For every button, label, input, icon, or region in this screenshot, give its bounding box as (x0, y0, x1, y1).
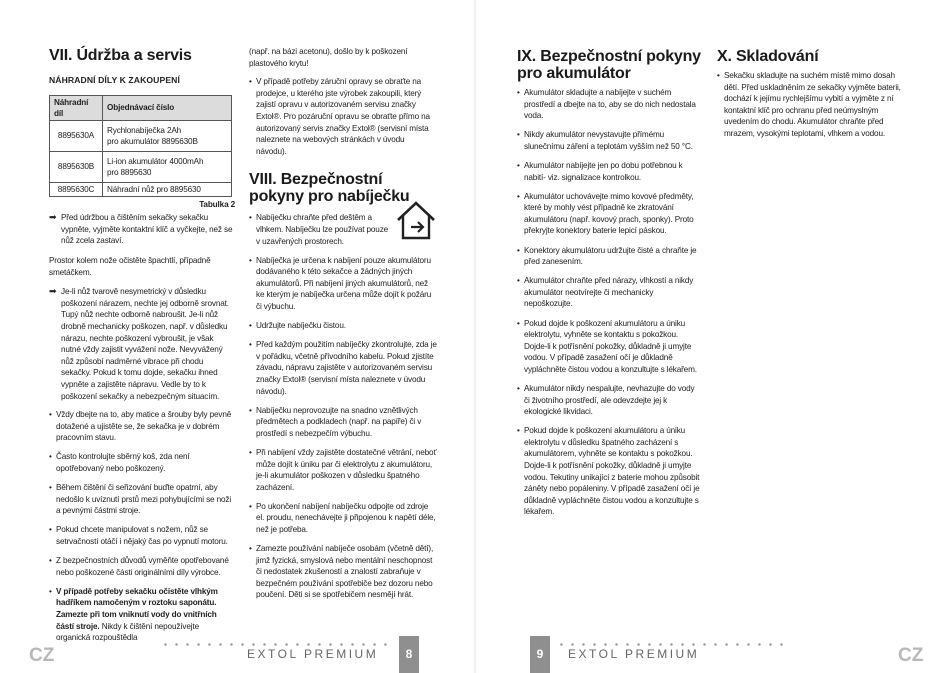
table-cell-part: 8895630A (50, 120, 103, 151)
note-item (49, 286, 235, 402)
page-number-left: 8 (399, 636, 419, 673)
table-header: Náhradní díl (50, 95, 103, 120)
arrow-right-icon: ➡ (49, 212, 57, 223)
service-list (249, 76, 437, 157)
list-item: • Z bezpečnostních důvodů vyměňte opotřebované nebo poškozené části originálními díly výrobce. (49, 555, 235, 578)
note-text: Je-li nůž tvarově nesymetrický v důsledku poškození nárazem, nechte jej odborně srovnat. Tupý nůž nechte odborně nabroušit. Je-li nůž drobně mechanicky poškozen, např. v důsledku nárazu, nechte poškození vybroušit, je však nutné vždy zajistit vyvážení nože. Nevyvážený nůž způsobí nadměrné vibrace při chodu sekačky. Pokud k tomu dojde, sekačku ihned vypněte a zajistěte nápravu. Vedle by to k poškození sekačky a nebezpečným situacím. (61, 287, 229, 401)
language-code-left: CZ (29, 645, 55, 666)
list-item: • Akumulátor skladujte a nabíjejte v suchém prostředí a dbejte na to, aby se do nich nedostala voda. (517, 87, 702, 122)
arrow-right-icon: ➡ (49, 286, 57, 297)
section-title-charger: VIII. Bezpečnostní pokyny pro nabíječku (249, 171, 410, 206)
brand-logo-left: EXTOL PREMIUM (247, 647, 379, 661)
table-cell-part: 8895630C (50, 182, 103, 196)
list-item: • Udržujte nabíječku čistou. (249, 320, 437, 332)
list-item: • Během čištění či seřizování buďte opatrní, aby nedošlo k uvíznutí prstů mezi pohybujícími se noži a pevnými částmi stroje. (49, 482, 235, 517)
table-cell-order: Li-ion akumulátor 4000mAh pro 8895630 (103, 151, 232, 182)
indoor-use-icon (395, 200, 437, 242)
table-cell-part: 8895630B (50, 151, 103, 182)
bold-text: V případě potřeby sekačku očistěte vlhkým hadříkem namočeným v roztoku saponátu. Zamezte při tom vniknutí vody do vnitřních částí stroje. (56, 586, 218, 631)
section-title-battery: IX. Bezpečnostní pokyny pro akumulátor (517, 48, 701, 82)
footer-dots-left (160, 643, 392, 646)
storage-list (717, 70, 902, 140)
list-item: • Akumulátor nabíjejte jen po dobu potřebnou k nabití- viz. signalizace kontrolkou. (517, 160, 702, 183)
list-item (49, 586, 235, 644)
list-item: • Po ukončení nabíjení nabíječku odpojte od zdroje el. proudu, nenechávejte ji připojenou k napětí déle, než je potřeba. (249, 501, 437, 536)
list-item: • V případě potřeby záruční opravy se obraťte na prodejce, u kterého jste výrobek zakoupili, který zajistí opravu v autorizovaném servisu značky Extol®. Pro pozáruční opravu se obraťte přímo na autorizovaný servis značky Extol® (servisní místa naleznete na webových stránkách v úvodu návodu). (249, 76, 437, 157)
table-cell-order: Náhradní nůž pro 8895630 (103, 182, 232, 196)
column-charger (249, 0, 437, 609)
table-header-row (50, 95, 232, 120)
column-battery (517, 0, 702, 526)
page-number-right: 9 (530, 636, 550, 673)
table-row (50, 120, 232, 151)
maintenance-list (49, 409, 235, 644)
section-title-storage: X. Skladování (717, 48, 819, 65)
list-item: • Nikdy akumulátor nevystavujte přímému slunečnímu záření a teplotám vyšším než 50 °C. (517, 129, 702, 152)
list-item: • Pokud dojde k poškození akumulátoru a úniku elektrolytu v důsledku špatného zacházení s akumulátorem, vyhněte se kontaktu s pokožkou. Dojde-li k potřísnění pokožky, důkladně ji umyjte vodou. Tekutiny unikající z baterie mohou způsobit záněty nebo popáleniny. V případě zasažení očí je důkladně vypláchněte čistou vodou a konzultujte s lékařem. (517, 425, 702, 518)
list-text: Nikdy k čištění nepoužívejte organická rozpouštědla (56, 621, 199, 643)
table-row (50, 182, 232, 196)
note-item (49, 212, 235, 247)
column-storage (717, 0, 902, 147)
list-item: • Akumulátor chraňte před nárazy, vlhkostí a nikdy akumulátor neotvírejte či mechanicky nepoškozujte. (517, 275, 702, 310)
list-item: • Sekačku skladujte na suchém místě mimo dosah dětí. Před uskladněním ze sekačky vyjměte baterii, dochází k jejímu rychlejšímu vybití a vyjměte z ní kontaktní klíč pro ochranu před neúmyslným uvedením do chodu. Akumulátor chraňte před mrazem, vysokými teplotami, vlhkem a vodou. (717, 70, 902, 140)
charger-list (249, 212, 437, 601)
list-item: • Nabíječku neprovozujte na snadno vznětlivých předmětech a podkladech (např. na papíře) či v prostředí s nebezpečím výbuchu. (249, 405, 437, 440)
battery-list (517, 87, 702, 518)
table-row (50, 151, 232, 182)
page-gutter (474, 0, 476, 673)
list-item: • Nabíječku chraňte před deštěm a vlhkem. Nabíječku lze používat pouze v uzavřených prostorech. (249, 212, 437, 247)
language-code-right: CZ (898, 645, 924, 666)
list-item: • Pokud chcete manipulovat s nožem, nůž se setrvačností otáčí i nějaký čas po vypnutí motoru. (49, 524, 235, 547)
list-item: • Konektory akumulátoru udržujte čisté a chraňte je před zanesením. (517, 245, 702, 268)
table-caption: Tabulka 2 (199, 199, 235, 209)
list-item: • Vždy dbejte na to, aby matice a šrouby byly pevně dotažené a ujistěte se, že sekačka je v dobrém pracovním stavu. (49, 409, 235, 444)
list-item: • Při nabíjení vždy zajistěte dostatečné větrání, neboť může dojít k úniku par či elektrolytu z akumulátoru, je-li akumulátor poškozen v důsledku špatného zacházení. (249, 447, 437, 493)
list-item: • Zamezte používání nabíječe osobám (včetně dětí), jimž fyzická, smyslová nebo mentální neschopnost či nedostatek zkušeností a znalostí zabraňuje v bezpečném používání spotřebiče bez dozoru nebo poučení. Děti si se spotřebičem nesmějí hrát. (249, 543, 437, 601)
spare-parts-table (49, 95, 232, 197)
brand-logo-right: EXTOL PREMIUM (568, 647, 700, 661)
paragraph: Prostor kolem nože očistěte špachtlí, případně smetáčkem. (49, 255, 211, 277)
list-item: • Pokud dojde k poškození akumulátoru a úniku elektrolytu, vyhněte se kontaktu s pokožkou. Dojde-li k potřísnění pokožky, důkladně ji umyjte vodou. V případě zasažení očí je důkladně vypláchněte čistou vodou a konzultujte s lékařem. (517, 318, 702, 376)
column-maintenance (49, 0, 235, 651)
spare-parts-subtitle: NÁHRADNÍ DÍLY K ZAKOUPENÍ (49, 75, 180, 85)
section-title-maintenance: VII. Údržba a servis (49, 47, 192, 64)
list-item: • Akumulátor nikdy nespalujte, nevhazujte do vody či životního prostředí, ale odevzdejte jej k ekologické likvidaci. (517, 383, 702, 418)
list-item: • Akumulátor uchovávejte mimo kovové předměty, které by mohly vést případně ke zkratování akumulátoru (např. kovový prach, sponky). Proto překryjte konektory baterie lepicí páskou. (517, 191, 702, 237)
list-item: • Před každým použitím nabíječky zkontrolujte, zda je v pořádku, včetně přívodního kabelu. Pokud zjistíte závadu, nápravu zajistěte v autorizovaném servisu značky Extol® (servisní místa naleznete v úvodu návodu). (249, 339, 437, 397)
table-header: Objednávací číslo (103, 95, 232, 120)
list-item: • Nabíječka je určena k nabíjení pouze akumulátoru dodávaného k této sekačce a žádných jiných akumulátorů. Při nabíjení jiných akumulátorů, než ke kterým je nabíječka určena může dojít k požáru či výbuchu. (249, 255, 437, 313)
note-text: Před údržbou a čištěním sekačky sekačku vypněte, vyjměte kontaktní klíč a vyčkejte, než se nůž zcela zastaví. (61, 213, 233, 246)
table-cell-order: Rychlonabíječka 2Ah pro akumulátor 8895630B (103, 120, 232, 151)
paragraph: (např. na bázi acetonu), došlo by k poškození plastového krytu! (249, 47, 408, 68)
footer-dots-right (556, 643, 788, 646)
list-item: • Často kontrolujte sběrný koš, zda není opotřebovaný nebo poškozený. (49, 451, 235, 474)
